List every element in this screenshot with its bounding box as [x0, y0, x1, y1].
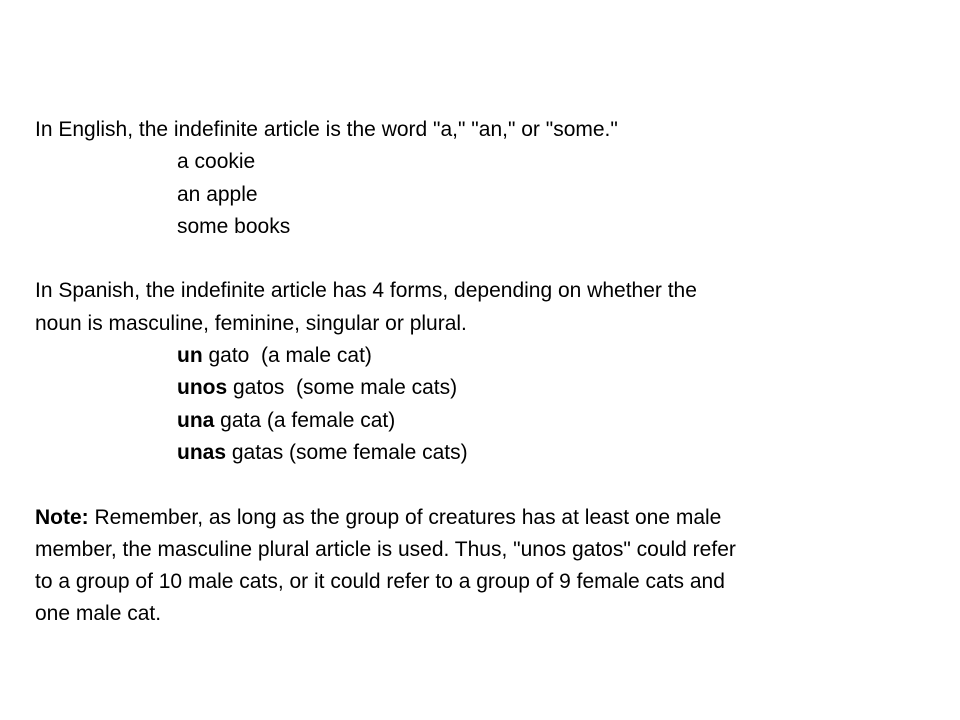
article-unos: unos — [177, 376, 228, 400]
example-rest: gatas (some female cats) — [226, 440, 468, 464]
note-line-2: member, the masculine plural article is used. Thus, "unos gatos" could refer — [35, 537, 736, 561]
note-line-3: to a group of 10 male cats, or it could refer to a group of 9 female cats and — [35, 570, 725, 594]
note-label: Note: — [35, 505, 89, 529]
example-rest: gato (a male cat) — [202, 344, 372, 368]
english-example-a: a cookie — [177, 150, 256, 174]
note-line-4: one male cat. — [35, 602, 162, 626]
spanish-example-unas — [35, 437, 935, 469]
example-rest: gata (a female cat) — [214, 408, 396, 432]
english-intro: In English, the indefinite article is the word "a," "an," or "some." — [35, 118, 618, 141]
spacer — [35, 243, 935, 275]
spanish-intro-line-1: In Spanish, the indefinite article has 4 forms, depending on whether the — [35, 279, 697, 303]
example-rest: gatos (some male cats) — [227, 376, 458, 400]
spanish-example-un — [35, 340, 935, 372]
spanish-example-unos — [35, 372, 935, 404]
note-line-1 — [35, 502, 935, 534]
spanish-intro-line-2: noun is masculine, feminine, singular or plural. — [35, 311, 467, 335]
slide-text — [35, 114, 935, 631]
article-un: un — [177, 344, 203, 368]
english-example-some: some books — [177, 214, 291, 238]
article-una: una — [177, 408, 215, 432]
note-text: Remember, as long as the group of creatures has at least one male — [88, 505, 722, 529]
spanish-example-una — [35, 405, 935, 437]
english-example-an: an apple — [177, 182, 258, 206]
article-unas: unas — [177, 440, 227, 464]
spacer — [35, 469, 935, 501]
